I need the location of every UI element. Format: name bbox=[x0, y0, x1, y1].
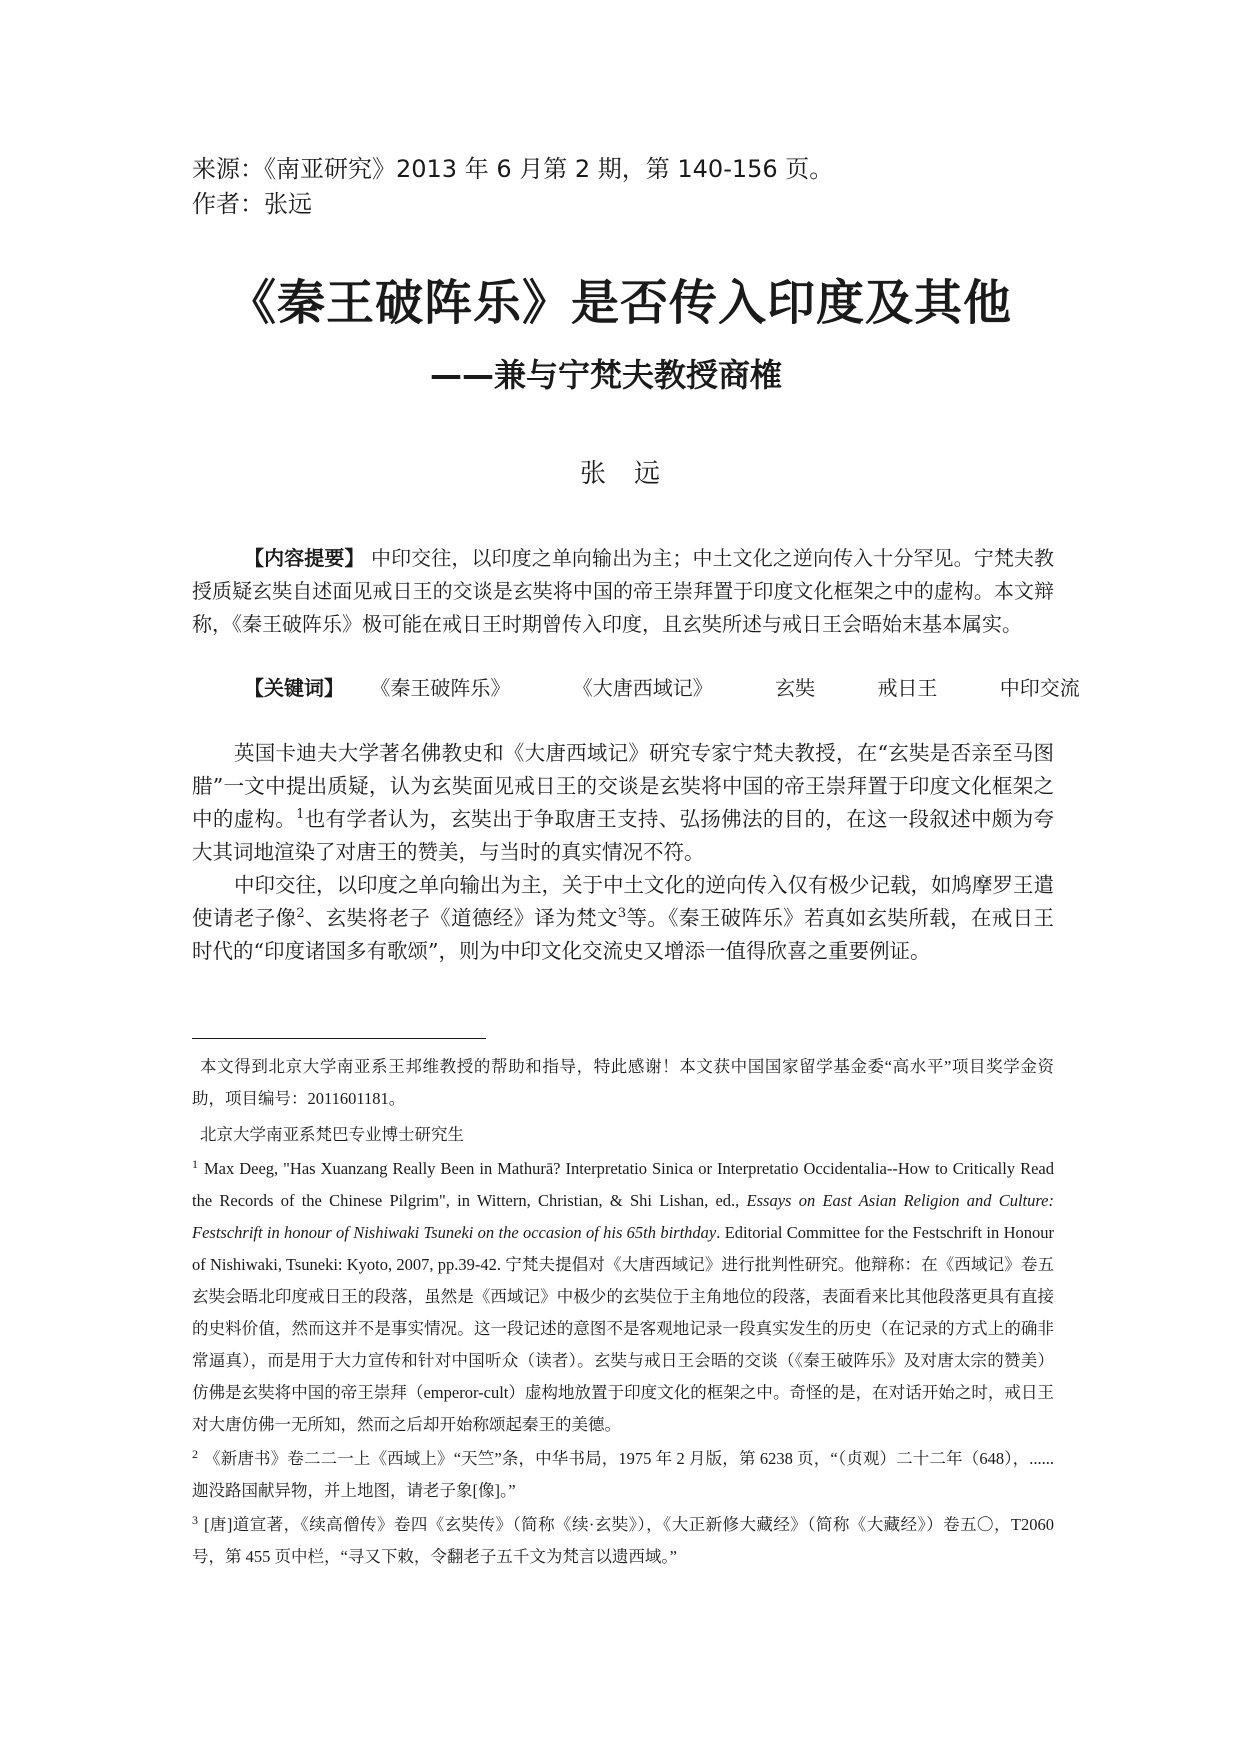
footnote-ref-1[interactable]: 1 bbox=[296, 807, 305, 823]
paper-title: 《秦王破阵乐》是否传入印度及其他 bbox=[227, 275, 1012, 331]
abstract bbox=[192, 542, 1054, 641]
body-text-run: 等。《秦王破阵乐》若真如玄奘所载，在戒日王时代的“印度诸国多有歌颂”，则为中印文化交流史又增添一值得欣喜之重要例证。 bbox=[192, 906, 1055, 963]
footnotes bbox=[192, 1051, 1054, 1575]
footnote-affiliation: 北京大学南亚系梵巴专业博士研究生 bbox=[200, 1125, 464, 1144]
footnote-text: . Editorial Committee for the Festschrift in Honour of Nishiwaki, Tsuneki: Kyoto, 2007, pp.39-42. 宁梵夫提倡对《大唐西域记》进行批判性研究。他辩称：在《西域记》卷五玄奘会晤北印度戒日王的段落，虽然是《西域记》中极少的玄奘位于主角地位的段落，表面看来比其他段落更具有直接的史料价值，然而这并不是事实情况。这一段记述的意图不是客观地记录一段真实发生的历史（在记录的方式上的确非常逼真），而是用于大力宣传和针对中国听众（读者）。玄奘与戒日王会晤的交谈（《秦王破阵乐》及对唐太宗的赞美）仿佛是玄奘将中国的帝王崇拜（emperor-cult）虚构地放置于印度文化的框架之中。奇怪的是，在对话开始之时，戒日王对大唐仿佛一无所知，然而之后却开始称颂起秦王的美德。 bbox=[192, 1223, 1055, 1434]
keyword-item: 中印交流 bbox=[999, 676, 1080, 700]
footnote-text: 《新唐书》卷二二一上《西域上》“天竺”条，中华书局，1975 年 2 月版，第 6238 页，“（贞观）二十二年（648），......迦没路国献异物，并上地图，请老子象[像]。” bbox=[192, 1449, 1054, 1500]
author-line: 作者：张远 bbox=[192, 190, 312, 218]
abstract-label: 【内容提要】 bbox=[244, 546, 365, 570]
footnote-number: 2 bbox=[192, 1446, 198, 1461]
paper-subtitle: ——兼与宁梵夫教授商榷 bbox=[430, 356, 783, 394]
author-name: 张远 bbox=[579, 459, 688, 489]
footnote-text: Max Deeg, "Has Xuanzang Really Been in Mathurā? Interpretatio Sinica or Interpretatio Occidentalia--How to Critically Read the Records of the Chinese Pilgrim", in Wittern, Christian, & Shi Lishan, ed., bbox=[192, 1159, 1054, 1210]
footnote-1 bbox=[192, 1153, 1054, 1441]
body-text-run: 、玄奘将老子《道德经》译为梵文 bbox=[304, 906, 618, 930]
footnote-italic-title: Essays on East Asian Religion and Culture: Festschrift in honour of Nishiwaki Tsuneki on the occasion of his 65th birthday bbox=[192, 1191, 1054, 1242]
keyword-item: 玄奘 bbox=[775, 676, 816, 700]
body-text-run: 英国卡迪夫大学著名佛教史和《大唐西域记》研究专家宁梵夫教授，在“玄奘是否亲至马图腊”一文中提出质疑，认为玄奘面见戒日王的交谈是玄奘将中国的帝王崇拜置于印度文化框架之中的虚构。 bbox=[192, 741, 1054, 831]
footnote-text: [唐]道宣著，《续高僧传》卷四《玄奘传》（简称《续·玄奘》），《大正新修大藏经》（简称《大藏经》）卷五〇，T2060 号，第 455 页中栏，“寻又下敕，令翻老子五千文为梵言以遗西域。” bbox=[192, 1515, 1054, 1566]
body-text-run: 中印交往，以印度之单向输出为主，关于中土文化的逆向传入仅有极少记载，如鸠摩罗王遣使请老子像 bbox=[192, 873, 1054, 930]
source-info bbox=[192, 152, 1092, 222]
keyword-item: 《大唐西域记》 bbox=[572, 676, 713, 700]
source-line: 来源：《南亚研究》2013 年 6 月第 2 期，第 140-156 页。 bbox=[192, 155, 834, 183]
footnote-fund: 本文得到北京大学南亚系王邦维教授的帮助和指导，特此感谢！本文获中国国家留学基金委“高水平”项目奖学金资助，项目编号：2011601181。 bbox=[192, 1057, 1054, 1108]
keywords-label: 【关键词】 bbox=[244, 676, 344, 700]
footnote-divider bbox=[192, 1038, 486, 1039]
keywords bbox=[244, 672, 1080, 705]
footnote-3 bbox=[192, 1509, 1054, 1573]
abstract-text: 中印交往，以印度之单向输出为主；中土文化之逆向传入十分罕见。宁梵夫教授质疑玄奘自述面见戒日王的交谈是玄奘将中国的帝王崇拜置于印度文化框架之中的虚构。本文辩称，《秦王破阵乐》极可能在戒日王时期曾传入印度，且玄奘所述与戒日王会晤始末基本属实。 bbox=[192, 546, 1055, 636]
body-paragraph bbox=[192, 737, 1054, 869]
body-paragraph bbox=[192, 869, 1054, 968]
footnote-ref-2[interactable]: 2 bbox=[296, 906, 305, 922]
body-text-run: 也有学者认为，玄奘出于争取唐王支持、弘扬佛法的目的，在这一段叙述中颇为夸大其词地渲染了对唐王的赞美，与当时的真实情况不符。 bbox=[192, 807, 1055, 864]
footnote-2 bbox=[192, 1443, 1054, 1507]
keyword-item: 戒日王 bbox=[877, 676, 938, 700]
body-text bbox=[192, 737, 1054, 968]
keyword-item: 《秦王破阵乐》 bbox=[370, 676, 511, 700]
footnote-number: 3 bbox=[192, 1512, 198, 1527]
footnote-number: 1 bbox=[192, 1156, 198, 1171]
footnote-ref-3[interactable]: 3 bbox=[617, 906, 627, 922]
